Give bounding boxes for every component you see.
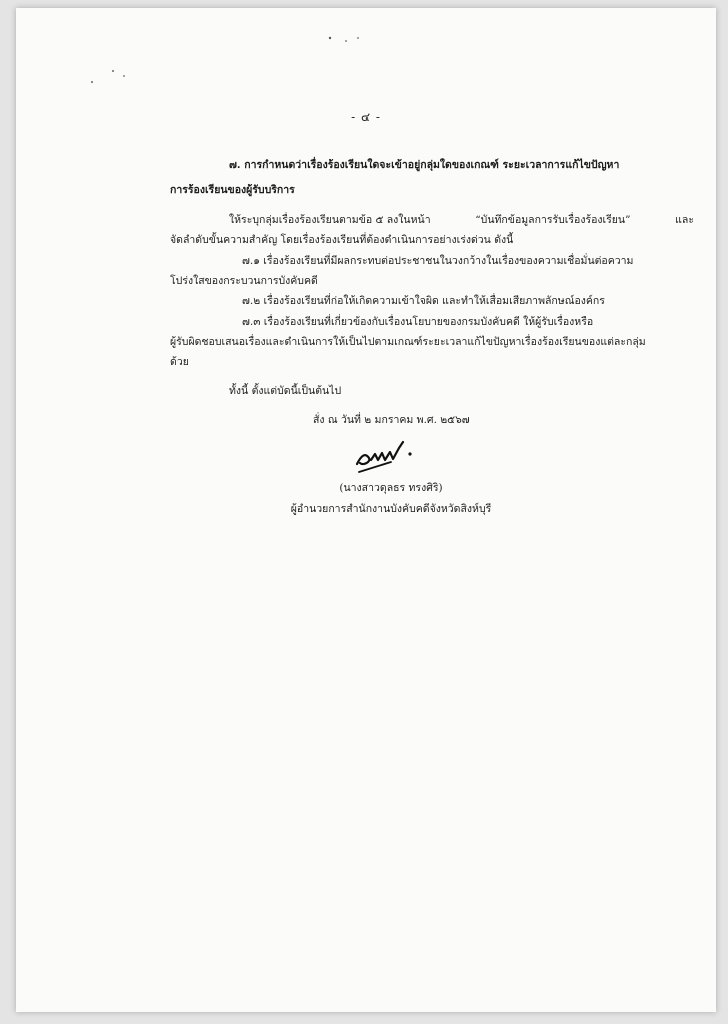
item-7-1-line1: ๗.๑ เรื่องร้องเรียนที่มีผลกระทบต่อประชาชนในวงกว้างในเรื่องของความเชื่อมั่นต่อความ	[242, 255, 634, 267]
intro-line1	[229, 213, 694, 227]
section-heading-line2: การร้องเรียนของผู้รับบริการ	[170, 184, 295, 196]
item-7-3-line2: ผู้รับผิดชอบเสนอเรื่องและดำเนินการให้เป็นไปตามเกณฑ์ระยะเวลาแก้ไขปัญหาเรื่องร้องเรียนของแต่ละกลุ่ม	[170, 336, 646, 348]
signature	[351, 438, 441, 478]
intro-line2: จัดลำดับขั้นความสำคัญ โดยเรื่องร้องเรียนที่ต้องดำเนินการอย่างเร่งด่วน ดังนี้	[170, 234, 514, 246]
item-7-1-line2: โปร่งใสของกระบวนการบังคับคดี	[170, 275, 318, 287]
order-date: สั่ง ณ วันที่ ๒ มกราคม พ.ศ. ๒๕๖๗	[313, 414, 470, 426]
item-7-3-line1: ๗.๓ เรื่องร้องเรียนที่เกี่ยวข้องกับเรื่องนโยบายของกรมบังคับคดี ให้ผู้รับเรื่องหรือ	[242, 316, 594, 328]
intro-text-a: ให้ระบุกลุ่มเรื่องร้องเรียนตามข้อ ๕ ลงในหน้า	[229, 214, 431, 226]
document-page	[16, 8, 716, 1012]
item-7-2: ๗.๒ เรื่องร้องเรียนที่ก่อให้เกิดความเข้าใจผิด และทำให้เสื่อมเสียภาพลักษณ์องค์กร	[242, 295, 605, 307]
intro-text-c: และ	[675, 214, 694, 226]
intro-text-b: “บันทึกข้อมูลการรับเรื่องร้องเรียน”	[475, 214, 631, 226]
item-7-3-line3: ด้วย	[170, 356, 189, 368]
signatory-position: ผู้อำนวยการสำนักงานบังคับคดีจังหวัดสิงห์บุรี	[290, 503, 492, 515]
signatory-name: (นางสาวดุลธร ทรงศิริ)	[339, 482, 443, 494]
section-heading-line1: ๗. การกำหนดว่าเรื่องร้องเรียนใดจะเข้าอยู่กลุ่มใดของเกณฑ์ ระยะเวลาการแก้ไขปัญหา	[229, 159, 620, 171]
page-number: - ๔ -	[351, 110, 381, 124]
effective-statement: ทั้งนี้ ตั้งแต่บัดนี้เป็นต้นไป	[229, 385, 342, 397]
